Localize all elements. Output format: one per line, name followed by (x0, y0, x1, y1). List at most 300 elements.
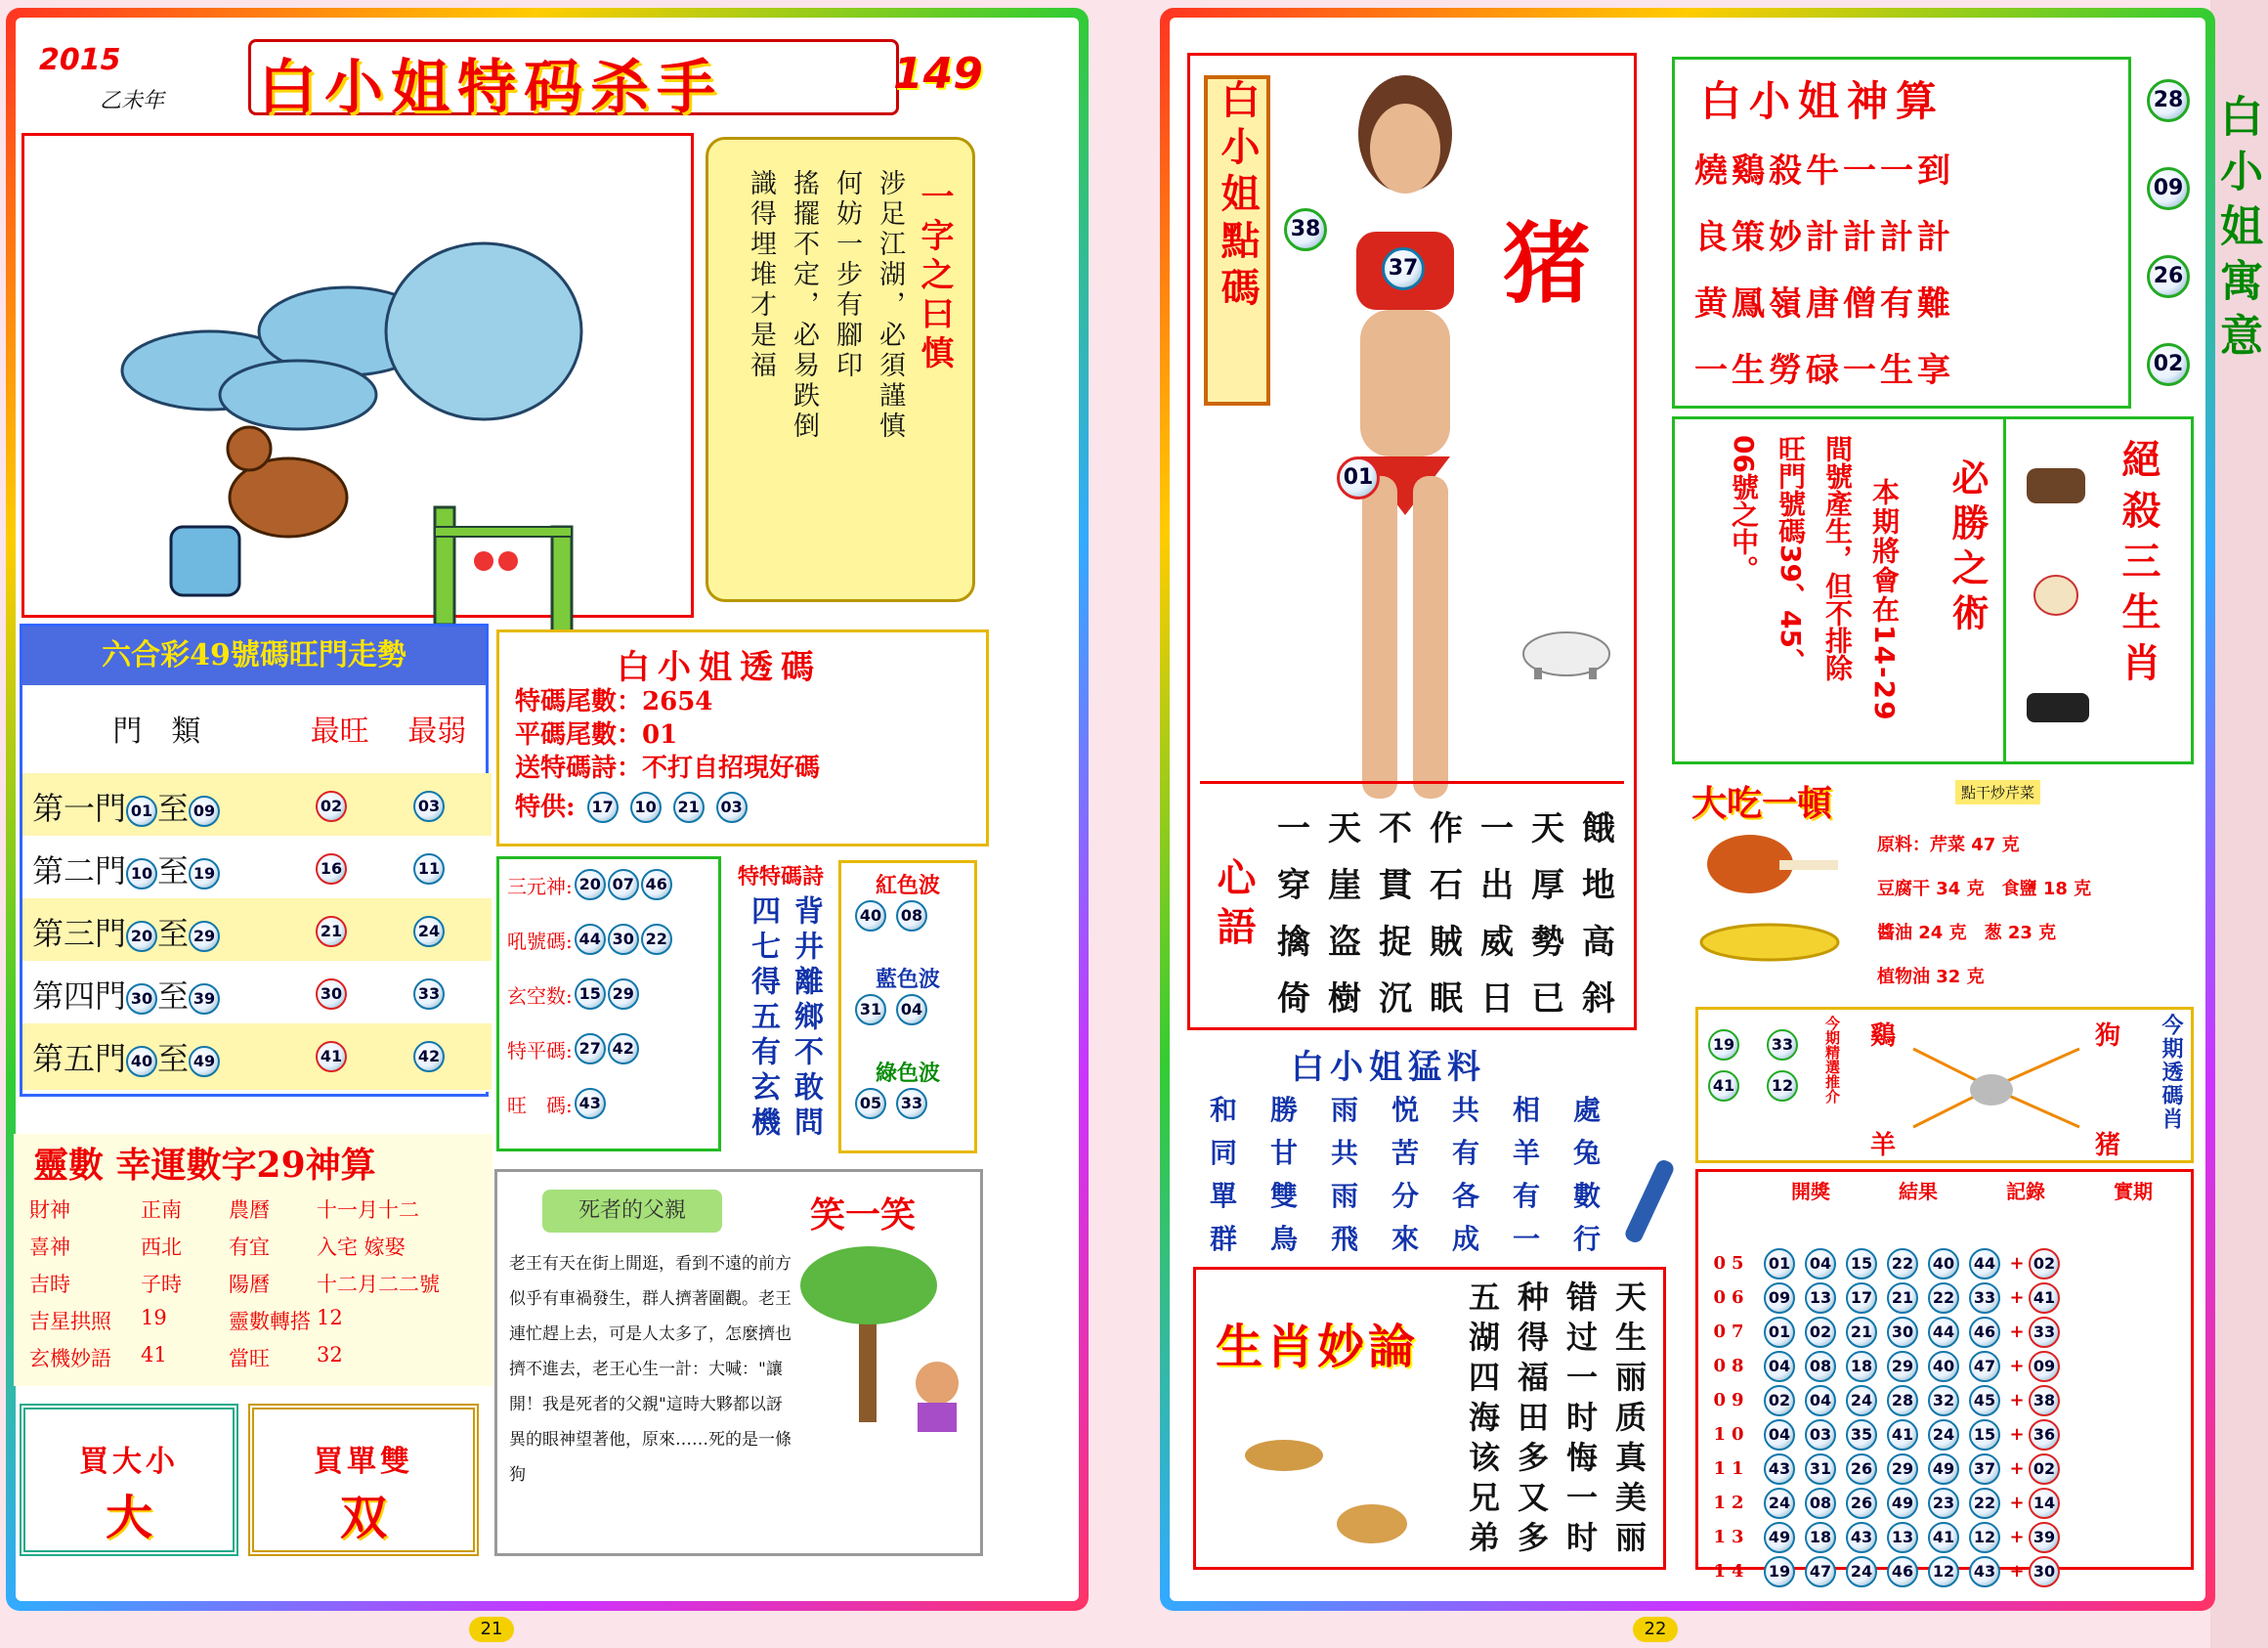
shensuan-lines (1694, 138, 1954, 404)
shengxiao-title: 生肖妙論 (1216, 1320, 1420, 1374)
menliao-char: 苦 (1391, 1137, 1419, 1169)
xinyu-char: 天 (1531, 809, 1564, 848)
history-period: 05 (1713, 1253, 1750, 1274)
menliao-char: 分 (1391, 1180, 1419, 1212)
history-period: 13 (1713, 1527, 1750, 1547)
ball: 03 (1805, 1419, 1836, 1451)
touma-panel (496, 629, 989, 846)
ball: 02 (1764, 1385, 1795, 1416)
buy-big-small-label: 買大小 (79, 1445, 179, 1479)
shengxiao-char: 时 (1565, 1399, 1598, 1436)
ball: 44 (1928, 1317, 1959, 1348)
plus-sign: + (2009, 1253, 2025, 1274)
ball: 29 (608, 978, 639, 1010)
mix-row (507, 924, 672, 955)
page-number: 21 (469, 1617, 514, 1642)
shengxiao-char: 多 (1517, 1439, 1549, 1476)
gate-range (22, 1034, 282, 1079)
jusha-label: 絕殺三生肖 (2116, 439, 2161, 693)
poem-title: 一字之曰慎 (915, 179, 954, 374)
luck-cell: 靈數轉搭 (229, 1310, 311, 1333)
issue-number: 149 (893, 49, 983, 99)
history-period: 07 (1713, 1322, 1750, 1342)
year-ganzhi: 乙未年 (100, 89, 165, 113)
ball: 45 (1969, 1385, 2000, 1416)
shengxiao-char: 福 (1517, 1359, 1549, 1396)
luck-cell: 陽曆 (229, 1273, 270, 1296)
recipe-subtitle: 點干炒芹菜 (1955, 780, 2040, 804)
animal-label: 鷄 (1870, 1021, 1897, 1051)
gate-min (380, 853, 478, 885)
ball: 39 (189, 983, 220, 1015)
luck-cell: 19 (141, 1306, 167, 1329)
gate-row (22, 773, 492, 842)
animal-label: 狗 (2095, 1021, 2121, 1051)
ball: 24 (1846, 1556, 1877, 1587)
joke-tag: 笑一笑 (810, 1194, 917, 1236)
luck-cell: 喜神 (29, 1236, 70, 1259)
ball: 32 (1928, 1385, 1959, 1416)
gate-min (380, 978, 478, 1010)
ball: 19 (1708, 1029, 1739, 1061)
ball: 21 (316, 916, 347, 947)
luck-cell: 十二月二二號 (317, 1273, 440, 1296)
shengxiao-char: 海 (1468, 1399, 1500, 1436)
xinyu-char: 崖 (1328, 866, 1361, 905)
ball: 02 (1805, 1317, 1836, 1348)
history-row (1704, 1349, 2060, 1383)
gate-min (380, 791, 478, 822)
menliao-char: 有 (1512, 1180, 1540, 1212)
gate-row (22, 961, 492, 1029)
ball: 41 (2029, 1282, 2060, 1314)
ball: 22 (641, 924, 672, 955)
ball: 40 (855, 900, 886, 932)
menliao-char: 處 (1572, 1094, 1601, 1126)
ball: 41 (1708, 1070, 1739, 1102)
menliao-char: 群 (1209, 1223, 1237, 1255)
wave-label: 紅色波 (875, 873, 940, 898)
ball: 04 (1805, 1248, 1836, 1279)
joke-panel (494, 1169, 983, 1556)
ball: 10 (630, 792, 662, 823)
bisheng-title: 必勝之術 (1946, 458, 1990, 638)
menliao-char: 相 (1512, 1094, 1540, 1126)
gate-range (22, 972, 282, 1017)
ball: 22 (1928, 1282, 1959, 1314)
ball: 19 (1764, 1556, 1795, 1587)
recipe-line: 植物油 32 克 (1877, 967, 1985, 987)
recipe-line: 醬油 24 克 葱 23 克 (1877, 923, 2057, 943)
ball: 18 (1846, 1351, 1877, 1382)
mix-row (507, 1088, 606, 1119)
bisheng-panel (1672, 416, 2194, 764)
xinyu-label: 心語 (1211, 857, 1257, 955)
xinyu-char: 作 (1430, 809, 1463, 848)
poem-col: 涉足江湖，必須謹慎 (875, 169, 905, 442)
ball: 01 (1764, 1317, 1795, 1348)
xinyu-char: 石 (1430, 866, 1463, 905)
menliao-grid (1193, 1089, 1617, 1261)
bisheng-col: 旺門號碼39、45、 (1775, 435, 1807, 675)
luck-cell: 玄機妙語 (29, 1347, 111, 1370)
pig-illustration (1513, 623, 1620, 681)
gate-range (22, 784, 282, 829)
ball: 30 (2029, 1556, 2060, 1587)
ball: 42 (608, 1033, 639, 1064)
ball: 41 (1887, 1419, 1918, 1451)
shengxiao-char: 得 (1517, 1319, 1549, 1356)
wave-balls (855, 994, 927, 1025)
shengxiao-char: 美 (1614, 1479, 1647, 1516)
ball: 11 (413, 853, 445, 885)
ball: 12 (1969, 1522, 2000, 1553)
ball: 09 (189, 796, 220, 827)
menliao-char: 同 (1209, 1137, 1237, 1169)
ball: 15 (1846, 1248, 1877, 1279)
wave-balls (855, 900, 927, 932)
mix-label: 特平碼: (507, 1038, 573, 1063)
history-row (1704, 1246, 2060, 1280)
ball: 26 (1846, 1453, 1877, 1485)
gate-trend-table (20, 624, 489, 1097)
shengxiao-char: 过 (1565, 1319, 1598, 1356)
ball: 26 (2147, 255, 2190, 298)
ball: 15 (575, 978, 606, 1010)
history-header (1757, 1176, 2187, 1204)
luck-panel (14, 1134, 492, 1386)
ball: 02 (316, 791, 347, 822)
model-photo (1278, 65, 1532, 828)
gate-max (282, 791, 380, 822)
ball: 49 (1764, 1522, 1795, 1553)
ball: 20 (575, 869, 606, 900)
xinyu-char: 捉 (1379, 923, 1412, 962)
pen-illustration (1613, 1157, 1682, 1265)
ball: 21 (1846, 1317, 1877, 1348)
ball: 12 (1928, 1556, 1959, 1587)
luck-cell: 正南 (141, 1198, 182, 1222)
ball: 01 (1337, 456, 1380, 499)
shensuan-title: 白小姐神算 (1700, 77, 1946, 125)
ball: 02 (2029, 1453, 2060, 1485)
menliao-char: 一 (1512, 1223, 1540, 1255)
ball: 13 (1887, 1522, 1918, 1553)
ball: 14 (2029, 1488, 2060, 1519)
ball: 42 (413, 1041, 445, 1072)
ball: 43 (575, 1088, 606, 1119)
ball: 47 (1805, 1556, 1836, 1587)
ball: 26 (1846, 1488, 1877, 1519)
history-period: 11 (1713, 1458, 1750, 1479)
ball: 04 (1764, 1351, 1795, 1382)
animal-label: 猪 (2095, 1131, 2121, 1160)
recipe-title: 大吃一頓 (1691, 783, 1833, 824)
ball: 22 (1887, 1248, 1918, 1279)
xinyu-char: 沉 (1379, 979, 1412, 1019)
shengxiao-char: 多 (1517, 1519, 1549, 1556)
history-header-cell: 結果 (1899, 1180, 1938, 1203)
gate-row (22, 898, 492, 967)
ball: 09 (2147, 167, 2190, 210)
ball: 44 (1969, 1248, 2000, 1279)
ball: 19 (189, 858, 220, 889)
gate-header-max: 最旺 (310, 715, 369, 749)
xinyu-char: 天 (1328, 809, 1361, 848)
gate-row (22, 836, 492, 904)
menliao-char: 行 (1572, 1223, 1601, 1255)
bisheng-col: 06號之中。 (1728, 435, 1760, 583)
shengxiao-char: 时 (1565, 1519, 1598, 1556)
menliao-char: 雨 (1330, 1094, 1358, 1126)
main-title: 白小姐特码杀手 (258, 54, 723, 122)
shengxiao-char: 兄 (1468, 1479, 1500, 1516)
xinyu-char: 高 (1582, 923, 1615, 962)
ball: 08 (1805, 1351, 1836, 1382)
ball: 28 (1887, 1385, 1918, 1416)
history-header-cell: 記錄 (2006, 1180, 2045, 1203)
ball: 38 (1284, 208, 1327, 251)
luck-cell: 41 (141, 1343, 167, 1366)
shengxiao-char: 质 (1614, 1399, 1647, 1436)
gate-label: 第五門 (32, 1040, 127, 1077)
ball: 31 (1805, 1453, 1836, 1485)
menliao-char: 共 (1451, 1094, 1479, 1126)
ball: 29 (189, 921, 220, 952)
wave-label: 綠色波 (875, 1061, 940, 1086)
ball: 17 (587, 792, 619, 823)
plus-sign: + (2009, 1356, 2025, 1376)
ball: 33 (413, 978, 445, 1010)
page-number: 22 (1633, 1617, 1678, 1642)
shengxiao-char: 悔 (1565, 1439, 1598, 1476)
history-period: 08 (1713, 1356, 1750, 1376)
shengxiao-char: 一 (1565, 1479, 1598, 1516)
shengxiao-char: 生 (1614, 1319, 1647, 1356)
bisheng-col: 本期將會在14-29 (1868, 478, 1901, 722)
xinyu-char: 穿 (1277, 866, 1310, 905)
wave-balls (855, 1088, 927, 1119)
ball: 30 (608, 924, 639, 955)
page-21 (0, 0, 1105, 1648)
shensuan-line: 良策妙計計計計 (1694, 218, 1954, 257)
touma-title: 白小姐透碼 (617, 648, 822, 687)
gate-max (282, 978, 380, 1010)
touma-line-3: 送特碼詩：不打自招現好碼 (515, 754, 821, 783)
ball: 16 (316, 853, 347, 885)
ball: 39 (2029, 1522, 2060, 1553)
shensuan-line: 黄鳳嶺唐僧有難 (1694, 284, 1954, 324)
ball: 46 (1969, 1317, 2000, 1348)
buy-odd-even-panel (248, 1404, 479, 1556)
ball: 07 (608, 869, 639, 900)
gate-range (22, 909, 282, 954)
wave-panel (838, 860, 977, 1153)
joke-text: 老王有天在街上閒逛，看到不遠的前方似乎有車禍發生，群人擠著圍觀。老王連忙趕上去，可是人太多了，怎麼擠也擠不進去，老王心生一計：大喊："讓開！我是死者的父親"這時大夥都以訝異的眼神望著他，原來……死的是一條狗 (509, 1254, 792, 1485)
ball: 10 (126, 858, 157, 889)
plus-sign: + (2009, 1527, 2025, 1547)
page-22 (1105, 0, 2262, 1648)
xinyu-char: 餓 (1582, 809, 1615, 848)
plus-sign: + (2009, 1561, 2025, 1582)
year: 2015 (39, 43, 121, 77)
menliao-char: 數 (1572, 1180, 1601, 1212)
ball: 27 (575, 1033, 606, 1064)
animal-label: 羊 (1870, 1131, 1897, 1160)
menliao-char: 勝 (1269, 1094, 1298, 1126)
history-row (1704, 1315, 2060, 1349)
gate-min (380, 916, 478, 947)
history-period: 06 (1713, 1287, 1750, 1308)
luck-cell: 農曆 (229, 1198, 270, 1222)
recipe-lines (1877, 823, 2091, 999)
history-header-cell: 開獎 (1791, 1180, 1830, 1203)
gate-to-label: 至 (157, 790, 190, 827)
rabbit-arrows-illustration (1894, 1039, 2099, 1137)
history-row (1704, 1452, 2060, 1486)
shengxiao-char: 天 (1614, 1279, 1647, 1316)
luck-title: 靈數 幸運數字29神算 (33, 1145, 376, 1186)
ball: 09 (2029, 1351, 2060, 1382)
selection-label: 今期精選推介 (1823, 1016, 1841, 1104)
xinyu-char: 擒 (1277, 923, 1310, 962)
shengxiao-char: 一 (1565, 1359, 1598, 1396)
mix-row (507, 978, 639, 1010)
history-row (1704, 1280, 2060, 1315)
ball: 43 (1764, 1453, 1795, 1485)
tree-illustration (791, 1236, 976, 1432)
poem-col: 識得埋堆才是福 (746, 169, 776, 381)
tepoem-col: 背井離鄉不敢問 (789, 895, 823, 1142)
ball: 21 (1887, 1282, 1918, 1314)
xinyu-char: 日 (1480, 979, 1514, 1019)
ball: 44 (575, 924, 606, 955)
ball: 41 (316, 1041, 347, 1072)
shengxiao-char: 弟 (1468, 1519, 1500, 1556)
buy-big-small-panel (20, 1404, 238, 1556)
history-row (1704, 1417, 2060, 1452)
tepoem-panel (727, 860, 834, 1153)
food-illustration (1691, 825, 1858, 991)
shengxiao-char: 丽 (1614, 1519, 1647, 1556)
history-period: 10 (1713, 1424, 1750, 1445)
menliao-char: 雨 (1330, 1180, 1358, 1212)
menliao-char: 各 (1451, 1180, 1479, 1212)
ball: 49 (1928, 1453, 1959, 1485)
gate-label: 第三門 (32, 915, 127, 952)
ball: 37 (1969, 1453, 2000, 1485)
history-row (1704, 1554, 2060, 1588)
menliao-char: 雙 (1269, 1180, 1298, 1212)
xinyu-char: 不 (1379, 809, 1412, 848)
xinyu-char: 貫 (1379, 866, 1412, 905)
touma-line-2: 平碼尾數：01 (515, 720, 678, 750)
plus-sign: + (2009, 1458, 2025, 1479)
shengxiao-char: 种 (1517, 1279, 1549, 1316)
animals-illustration (1225, 1426, 1421, 1563)
gate-header-min: 最弱 (407, 715, 467, 749)
gate-header-type: 門 類 (112, 715, 201, 749)
shengxiao-char: 四 (1468, 1359, 1500, 1396)
ball: 33 (1969, 1282, 2000, 1314)
ball: 29 (1887, 1453, 1918, 1485)
ball: 24 (1846, 1385, 1877, 1416)
xinyu-char: 眠 (1430, 979, 1463, 1019)
menliao-char: 有 (1451, 1137, 1479, 1169)
illustration-panel (21, 133, 694, 618)
mix-label: 玄空数: (507, 983, 573, 1008)
ball: 40 (1928, 1248, 1959, 1279)
xinyu-char: 樹 (1328, 979, 1361, 1019)
shengxiao-grid (1460, 1278, 1655, 1558)
xinyu-grid (1268, 801, 1624, 1027)
luck-cell: 當旺 (229, 1347, 270, 1370)
mix-code-panel (496, 856, 721, 1151)
shensuan-line: 燒鷄殺牛一一到 (1694, 152, 1954, 191)
luck-cell: 入宅 嫁娶 (317, 1236, 406, 1259)
menliao-char: 甘 (1269, 1137, 1298, 1169)
history-period: 14 (1713, 1561, 1750, 1582)
poem-body (746, 169, 904, 442)
ball: 02 (2147, 343, 2190, 386)
ball: 24 (413, 916, 445, 947)
plus-sign: + (2009, 1322, 2025, 1342)
quail-scene-illustration (24, 136, 691, 615)
xinyu-char: 威 (1480, 923, 1514, 962)
ball: 38 (2029, 1385, 2060, 1416)
luck-cell: 子時 (141, 1273, 182, 1296)
header (23, 35, 1069, 122)
menliao-char: 飛 (1330, 1223, 1358, 1255)
luck-cell: 西北 (141, 1236, 182, 1259)
ball: 18 (1805, 1522, 1836, 1553)
ball: 09 (1764, 1282, 1795, 1314)
gate-min (380, 1041, 478, 1072)
luck-cell: 有宜 (229, 1236, 270, 1259)
three-animals-illustration (2017, 449, 2105, 742)
ball: 35 (1846, 1419, 1877, 1451)
buy-big-small-value: 大 (105, 1491, 152, 1545)
ball: 04 (1764, 1419, 1795, 1451)
history-table (1695, 1169, 2194, 1582)
history-period: 09 (1713, 1390, 1750, 1410)
ball: 23 (1928, 1488, 1959, 1519)
gate-to-label: 至 (157, 852, 190, 889)
shengxiao-char: 湖 (1468, 1319, 1500, 1356)
ball: 15 (1969, 1419, 2000, 1451)
ball: 13 (1805, 1282, 1836, 1314)
buy-odd-even-value: 双 (339, 1491, 387, 1545)
shengxiao-panel (1193, 1267, 1666, 1570)
shengxiao-char: 五 (1468, 1279, 1500, 1316)
ball: 40 (1928, 1351, 1959, 1382)
ball: 30 (126, 983, 157, 1015)
ball: 29 (1887, 1351, 1918, 1382)
ball: 24 (1928, 1419, 1959, 1451)
menliao-char: 鳥 (1269, 1223, 1298, 1255)
ball: 02 (2029, 1248, 2060, 1279)
ball: 40 (126, 1046, 157, 1077)
gate-max (282, 1041, 380, 1072)
ball: 47 (1969, 1351, 2000, 1382)
shensuan-line: 一生勞碌一生享 (1694, 351, 1954, 390)
photo-panel (1187, 53, 1637, 1030)
recipe-line: 豆腐干 34 克 食鹽 18 克 (1877, 879, 2092, 899)
xinyu-char: 已 (1531, 979, 1564, 1019)
ball: 33 (896, 1088, 927, 1119)
ball: 43 (1969, 1556, 2000, 1587)
menliao-char: 悦 (1391, 1094, 1419, 1126)
